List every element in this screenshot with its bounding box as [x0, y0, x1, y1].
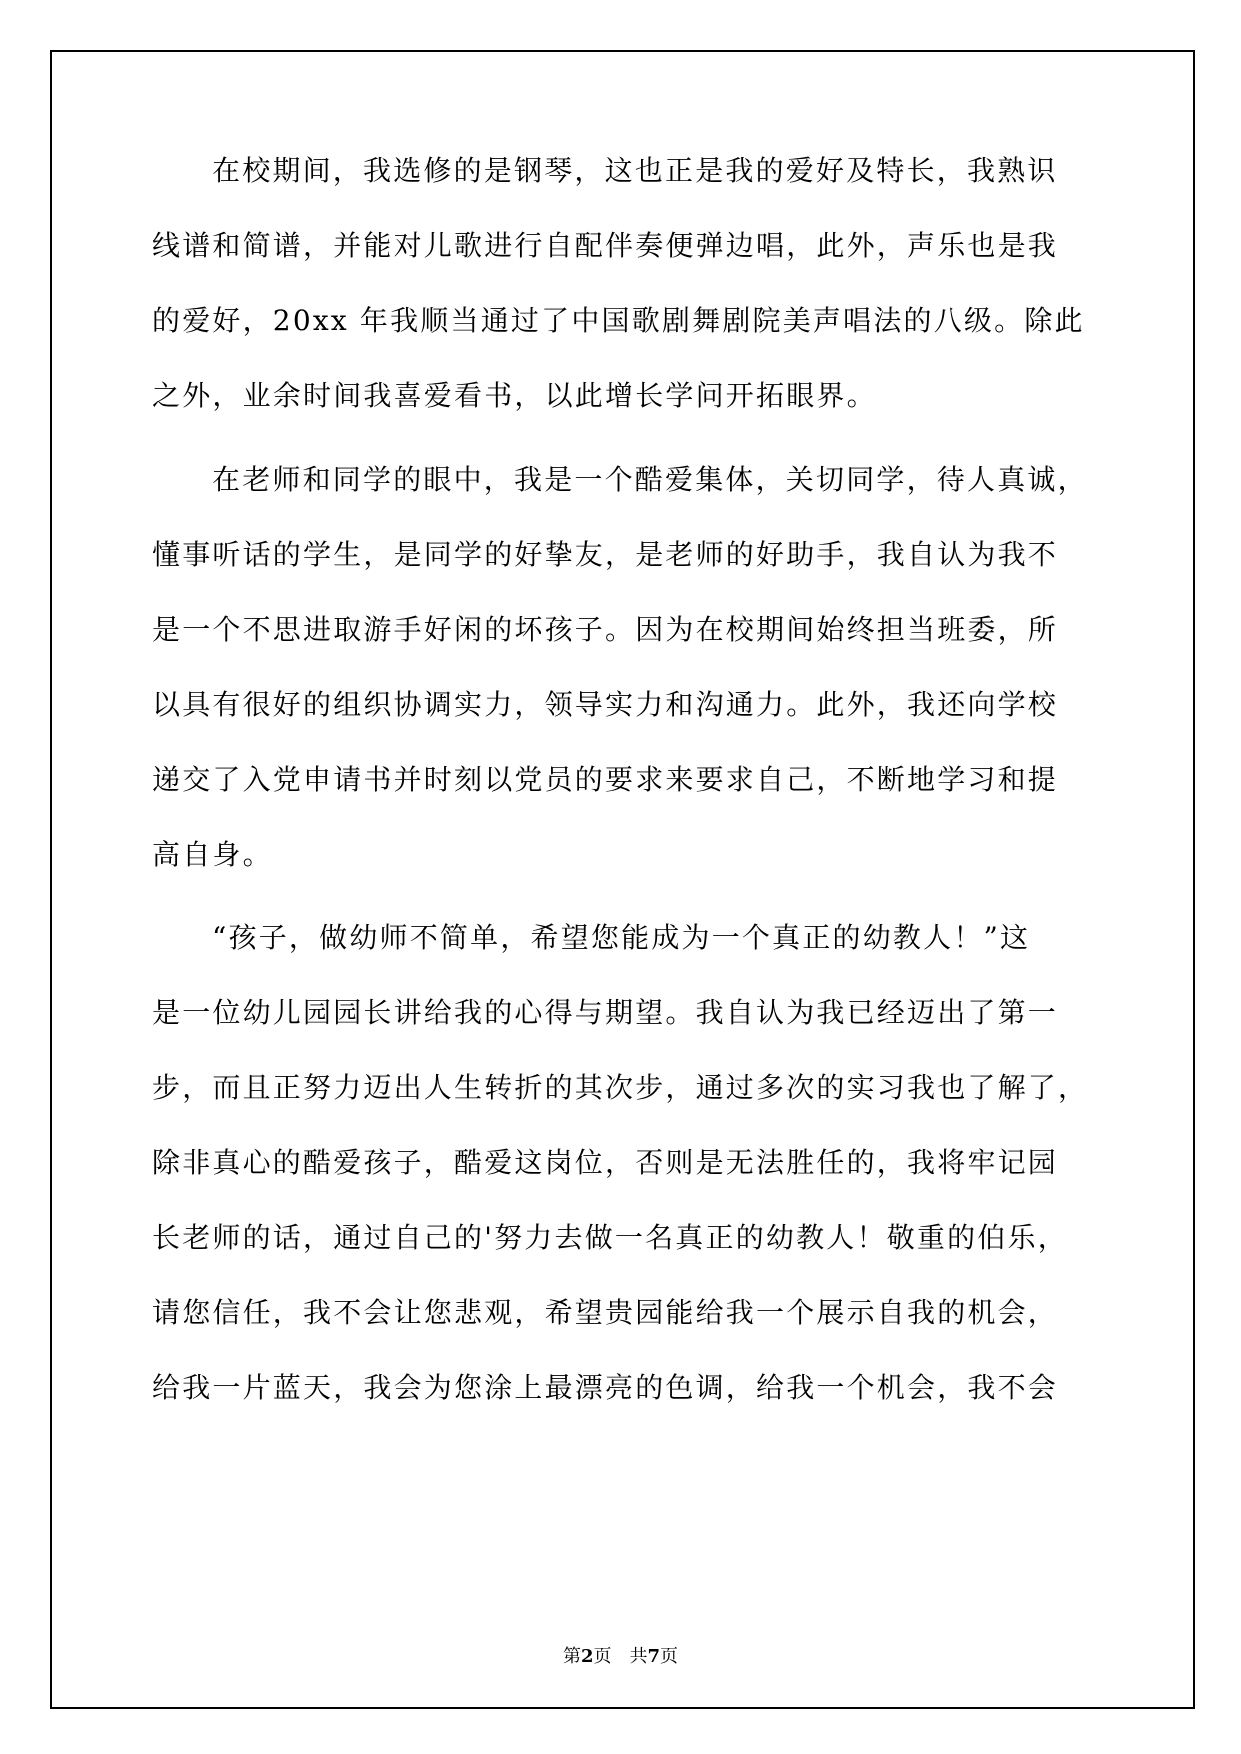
text-line: 请您信任，我不会让您悲观，希望贵园能给我一个展示自我的机会， [152, 1296, 1059, 1329]
text-line: 的爱好，20xx 年我顺当通过了中国歌剧舞剧院美声唱法的八级。除此 [152, 304, 1085, 337]
text-line: 给我一片蓝天，我会为您涂上最漂亮的色调，给我一个机会，我不会 [152, 1371, 1059, 1404]
text-line: 是一位幼儿园园长讲给我的心得与期望。我自认为我已经迈出了第一 [152, 996, 1059, 1029]
text-line: 懂事听话的学生，是同学的好挚友，是老师的好助手，我自认为我不 [152, 538, 1059, 571]
text-line: 步，而且正努力迈出人生转折的其次步，通过多次的实习我也了解了， [152, 1071, 1089, 1104]
text-line: 之外，业余时间我喜爱看书，以此增长学问开拓眼界。 [152, 379, 877, 412]
text-line: 线谱和简谱，并能对儿歌进行自配伴奏便弹边唱，此外，声乐也是我 [152, 229, 1059, 262]
text-line: 长老师的话，通过自己的'努力去做一名真正的幼教人！敬重的伯乐， [152, 1221, 1068, 1254]
page-current: 2 [580, 1646, 594, 1667]
text-line: 是一个不思进取游手好闲的坏孩子。因为在校期间始终担当班委，所 [152, 613, 1059, 646]
text-line: 除非真心的酷爱孩子，酷爱这岗位，否则是无法胜任的，我将牢记园 [152, 1146, 1059, 1179]
page-footer [0, 1645, 1241, 1669]
page-border [50, 50, 1195, 1709]
text-line: 递交了入党申请书并时刻以党员的要求来要求自己，不断地学习和提 [152, 763, 1059, 796]
page-total: 7 [647, 1646, 661, 1667]
text-line: 以具有很好的组织协调实力，领导实力和沟通力。此外，我还向学校 [152, 688, 1059, 721]
text-line: 在校期间，我选修的是钢琴，这也正是我的爱好及特长，我熟识 [212, 154, 1058, 187]
text-line: “孩子，做幼师不简单，希望您能成为一个真正的幼教人！”这 [212, 921, 1031, 954]
text-line: 高自身。 [152, 838, 273, 871]
page-suffix: 页 [660, 1646, 679, 1667]
page-prefix: 第 [562, 1646, 581, 1667]
text-line: 在老师和同学的眼中，我是一个酷爱集体，关切同学，待人真诚， [212, 463, 1088, 496]
page-mid: 页 共 [593, 1646, 648, 1667]
